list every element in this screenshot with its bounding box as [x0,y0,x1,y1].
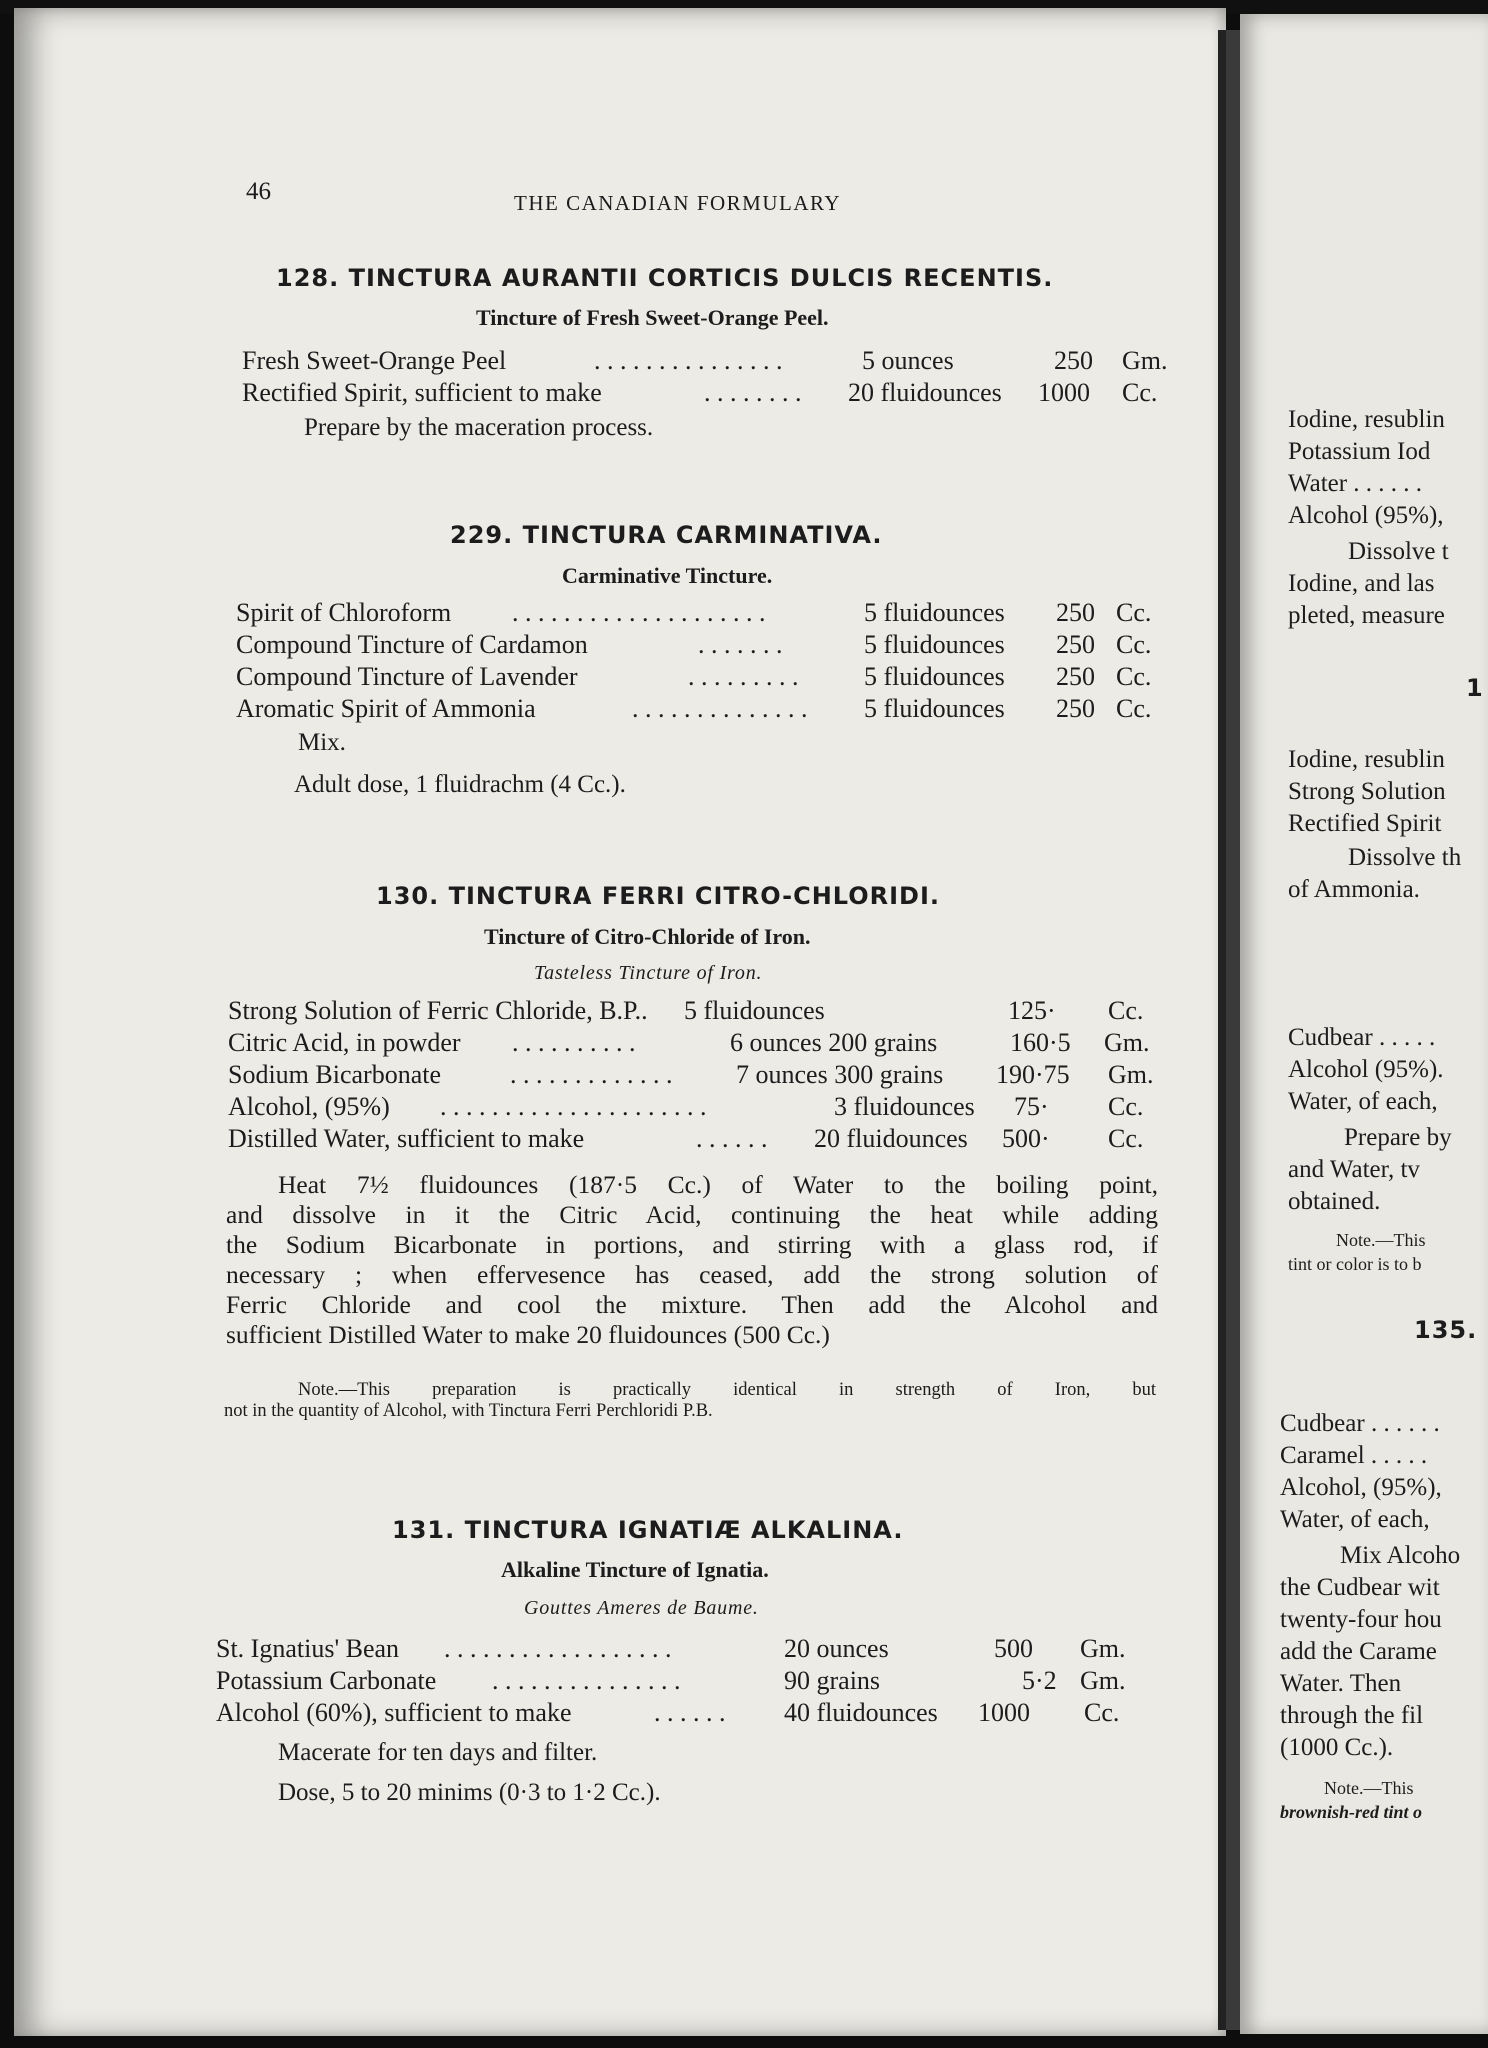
left-page [14,8,1226,2038]
ingredient-unit: Cc. [1122,378,1158,407]
ingredient-metric: 160·5 [1010,1028,1071,1057]
ingredient-quantity: 40 fluidounces [784,1698,938,1727]
footnote [224,1380,1156,1422]
section-131-alt-name: Gouttes Ameres de Baume. [524,1597,759,1619]
ingredient-row [236,630,1206,662]
ingredient-name: Distilled Water, sufficient to make [228,1124,585,1153]
right-line: Iodine, resublin [1288,406,1445,433]
section-128-heading: 128. TINCTURA AURANTII CORTICIS DULCIS RECENTIS. [276,264,1054,292]
right-note-line: Note.—This [1324,1778,1414,1798]
right-line: (1000 Cc.). [1280,1734,1394,1761]
directions: Macerate for ten days and filter. [278,1739,598,1766]
right-note-line: brownish-red tint o [1280,1802,1423,1822]
leader-dots: . . . . . . . . . . . . . . . . . . . . . [440,1092,707,1121]
right-line: Prepare by [1344,1124,1452,1151]
ingredient-name: Compound Tincture of Cardamon [236,630,588,659]
leader-dots: . . . . . . . . [704,378,802,407]
ingredient-row [216,1698,1206,1730]
right-line: Alcohol (95%), [1288,502,1444,529]
ingredient-metric: 125· [1008,996,1056,1025]
ingredient-name: Compound Tincture of Lavender [236,662,578,691]
ingredient-unit: Gm. [1104,1028,1150,1057]
ingredient-name: St. Ignatius' Bean [216,1634,400,1663]
ingredient-quantity: 20 ounces [784,1634,889,1663]
right-line: Iodine, and las [1288,570,1435,597]
ingredient-unit: Cc. [1116,694,1152,723]
ingredient-quantity: 5 fluidounces [864,662,1005,691]
ingredient-row [228,1028,1208,1060]
leader-dots: . . . . . . . . . . . . . . . [594,346,783,375]
ingredient-name: Spirit of Chloroform [236,598,452,627]
ingredient-metric: 250 [1056,598,1095,627]
ingredient-name: Potassium Carbonate [216,1666,437,1695]
ingredient-quantity: 20 fluidounces [848,378,1002,407]
ingredient-unit: Cc. [1116,630,1152,659]
ingredient-quantity: 20 fluidounces [814,1124,968,1153]
right-note-line: Note.—This [1336,1230,1426,1250]
right-line: Caramel . . . . . [1280,1442,1428,1469]
ingredient-metric: 250 [1056,662,1095,691]
ingredient-quantity: 7 ounces 300 grains [736,1060,944,1089]
ingredient-metric: 250 [1056,694,1095,723]
ingredient-unit: Gm. [1122,346,1168,375]
ingredient-quantity: 5 fluidounces [684,996,825,1025]
ingredient-metric: 1000 [1038,378,1090,407]
right-line: Water, of each, [1280,1506,1430,1533]
leader-dots: . . . . . . . . . [688,662,799,691]
right-line: Water. Then [1280,1670,1402,1697]
right-line: Water, of each, [1288,1088,1438,1115]
ingredient-metric: 250 [1054,346,1093,375]
ingredient-name: Fresh Sweet-Orange Peel [242,346,507,375]
ingredient-row [228,1124,1208,1156]
ingredient-row [236,598,1206,630]
ingredient-unit: Cc. [1108,996,1144,1025]
right-line: Strong Solution [1288,778,1446,805]
right-line: through the fil [1280,1702,1424,1729]
section-131-heading: 131. TINCTURA IGNATIÆ ALKALINA. [392,1516,904,1544]
leader-dots: . . . . . . [696,1124,768,1153]
right-line: Rectified Spirit [1288,810,1442,837]
paragraph-line: sufficient Distilled Water to make 20 fluidounces (500 Cc.) [226,1320,830,1349]
ingredient-row [228,996,1208,1028]
ingredient-quantity: 5 fluidounces [864,630,1005,659]
ingredient-row [242,346,1212,378]
leader-dots: . . . . . . . . . . . . . [510,1060,673,1089]
ingredient-name: Rectified Spirit, sufficient to make [242,378,602,407]
ingredient-row [242,378,1212,410]
directions: Mix. [298,729,346,756]
ingredient-row [228,1092,1208,1124]
right-page-partial [1240,14,1488,2034]
ingredient-unit: Gm. [1108,1060,1154,1089]
ingredient-unit: Cc. [1116,662,1152,691]
ingredient-row [216,1666,1206,1698]
note-line: Note.—This preparation is practically identical in strength of Iron, but [298,1380,1156,1400]
ingredient-metric: 500· [1002,1124,1050,1153]
right-line: the Cudbear wit [1280,1574,1440,1601]
ingredient-name: Aromatic Spirit of Ammonia [236,694,536,723]
paragraph-line: necessary ; when effervesence has ceased, add the strong solution of [226,1260,1158,1289]
ingredient-row [216,1634,1206,1666]
section-128-subtitle: Tincture of Fresh Sweet-Orange Peel. [476,305,829,330]
section-229-subtitle: Carminative Tincture. [562,563,773,588]
right-section-heading: 135. [1414,1316,1478,1344]
ingredient-unit: Gm. [1080,1666,1126,1695]
right-line: Alcohol, (95%), [1280,1474,1442,1501]
right-line: Cudbear . . . . . . [1280,1410,1440,1437]
ingredient-quantity: 5 fluidounces [864,694,1005,723]
ingredient-name: Strong Solution of Ferric Chloride, B.P.. [228,996,648,1025]
ingredient-metric: 5·2 [1022,1666,1057,1695]
note-line: not in the quantity of Alcohol, with Tinctura Ferri Perchloridi P.B. [224,1401,713,1421]
leader-dots: . . . . . . . [698,630,783,659]
right-line: twenty-four hou [1280,1606,1442,1633]
right-line: Cudbear . . . . . [1288,1024,1436,1051]
leader-dots: . . . . . . . . . . . . . . . . . . [444,1634,672,1663]
right-line: and Water, tv [1288,1156,1420,1183]
section-130-subtitle: Tincture of Citro-Chloride of Iron. [484,924,811,949]
paragraph-line: Heat 7½ fluidounces (187·5 Cc.) of Water to the boiling point, [278,1170,1158,1199]
leader-dots: . . . . . . [654,1698,726,1727]
right-line: obtained. [1288,1188,1381,1215]
ingredient-unit: Cc. [1084,1698,1120,1727]
ingredient-metric: 1000 [978,1698,1030,1727]
leader-dots: . . . . . . . . . . . . . . [632,694,808,723]
ingredient-metric: 250 [1056,630,1095,659]
right-line: Iodine, resublin [1288,746,1445,773]
right-section-heading: 1 [1466,674,1484,702]
right-line: Mix Alcoho [1340,1542,1461,1569]
ingredient-row [228,1060,1208,1092]
ingredient-name: Sodium Bicarbonate [228,1060,442,1089]
dose: Adult dose, 1 fluidrachm (4 Cc.). [294,771,626,798]
right-line: add the Carame [1280,1638,1437,1665]
ingredient-unit: Cc. [1108,1092,1144,1121]
ingredient-name: Alcohol, (95%) [228,1092,390,1121]
ingredient-unit: Gm. [1080,1634,1126,1663]
ingredient-row [236,694,1206,726]
right-line: pleted, measure [1288,602,1445,629]
right-line: Dissolve th [1348,844,1462,871]
ingredient-quantity: 5 fluidounces [864,598,1005,627]
paragraph-line: the Sodium Bicarbonate in portions, and stirring with a glass rod, if [226,1230,1158,1259]
section-131-subtitle: Alkaline Tincture of Ignatia. [501,1557,769,1582]
ingredient-quantity: 3 fluidounces [834,1092,975,1121]
ingredient-metric: 190·75 [996,1060,1070,1089]
ingredient-name: Alcohol (60%), sufficient to make [216,1698,572,1727]
dose: Dose, 5 to 20 minims (0·3 to 1·2 Cc.). [278,1779,661,1806]
ingredient-metric: 500 [994,1634,1033,1663]
book-spine [1226,30,1240,2030]
ingredient-name: Citric Acid, in powder [228,1028,461,1057]
right-line: Alcohol (95%). [1288,1056,1444,1083]
leader-dots: . . . . . . . . . . . . . . . . . . . . [512,598,766,627]
section-130-alt-name: Tasteless Tincture of Iron. [534,962,763,984]
right-line: Potassium Iod [1288,438,1431,465]
section-130-heading: 130. TINCTURA FERRI CITRO-CHLORIDI. [376,882,940,910]
paragraph-line: Ferric Chloride and cool the mixture. Then add the Alcohol and [226,1290,1158,1319]
leader-dots: . . . . . . . . . . [512,1028,636,1057]
page-number: 46 [246,178,271,205]
right-line: Water . . . . . . [1288,470,1423,497]
right-note-line: tint or color is to b [1288,1254,1422,1274]
preparation-paragraph [226,1170,1158,1350]
scan-border-bottom [0,2036,1488,2048]
ingredient-quantity: 6 ounces 200 grains [730,1028,938,1057]
right-line: of Ammonia. [1288,876,1420,903]
running-head: THE CANADIAN FORMULARY [514,191,842,215]
ingredient-metric: 75· [1014,1092,1049,1121]
right-line: Dissolve t [1348,538,1449,565]
ingredient-unit: Cc. [1116,598,1152,627]
section-229-heading: 229. TINCTURA CARMINATIVA. [450,521,883,549]
ingredient-row [236,662,1206,694]
ingredient-quantity: 5 ounces [862,346,954,375]
directions: Prepare by the maceration process. [304,414,654,441]
leader-dots: . . . . . . . . . . . . . . . [492,1666,681,1695]
ingredient-quantity: 90 grains [784,1666,881,1695]
ingredient-unit: Cc. [1108,1124,1144,1153]
paragraph-line: and dissolve in it the Citric Acid, continuing the heat while adding [226,1200,1158,1229]
